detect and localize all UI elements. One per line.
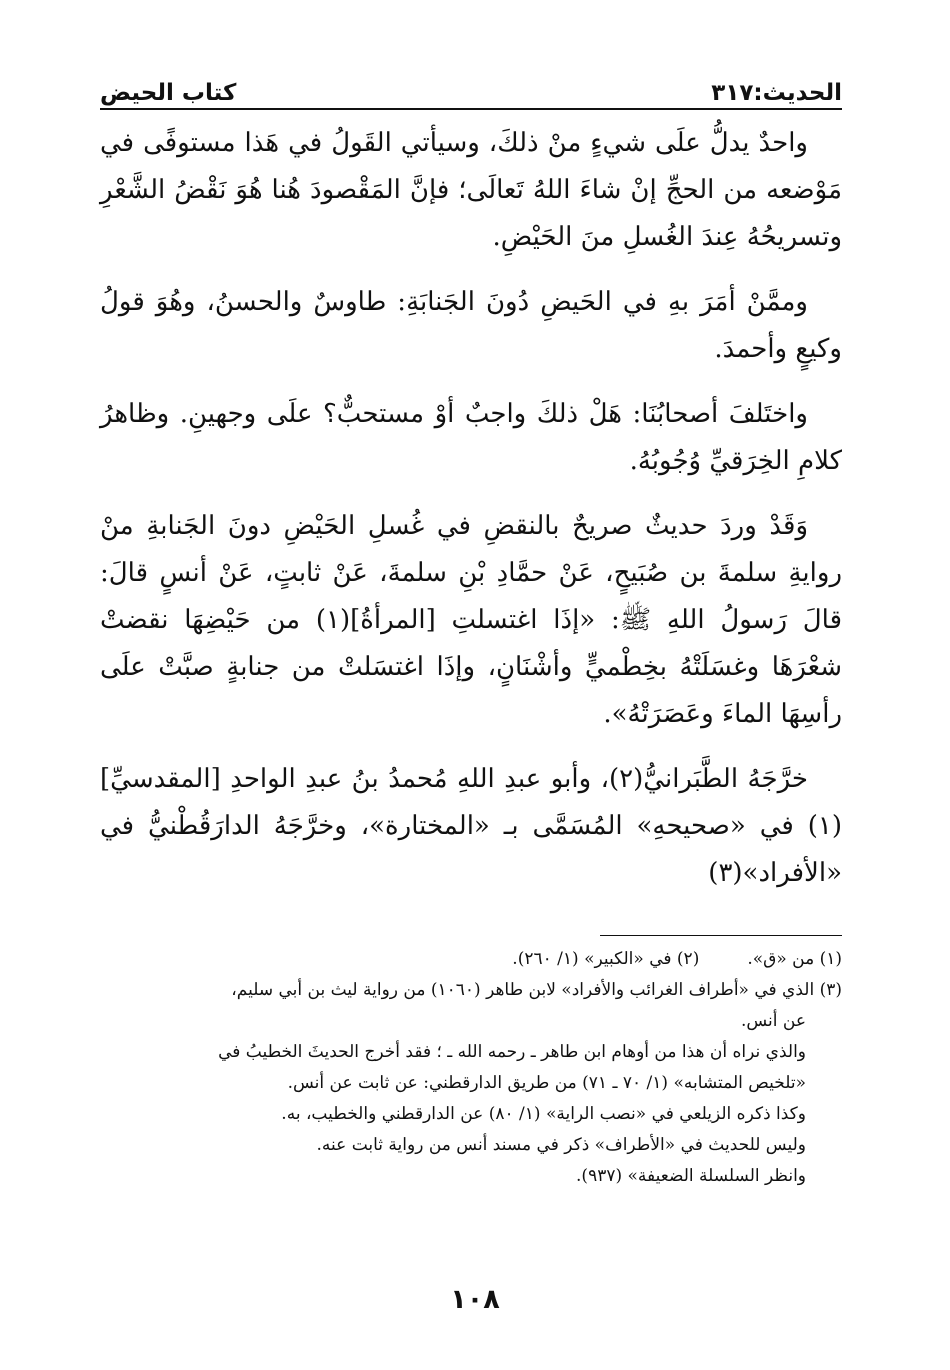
footnote-3-line-1: (٣) الذي في «أطراف الغرائب والأفراد» لابن طاهر (١٠٦٠) من رواية ليث بن أبي سليم، — [231, 980, 842, 1000]
footnote-row-1-2 — [100, 944, 842, 975]
book-title: كتاب الحيض — [100, 80, 237, 106]
footnote-3-line-5: وكذا ذكره الزيلعي في «نصب الراية» (١/ ٨٠) عن الدارقطني والخطيب، به. — [281, 1104, 806, 1124]
paragraph-3: واختَلفَ أصحابُنَا: هَلْ ذلكَ واجبٌ أوْ مستحبٌّ؟ علَى وجهينِ. وظاهرُ كلامِ الخِرَقيِّ وُجُوبُهُ. — [100, 399, 842, 476]
hadith-number-label: الحديث:٣١٧ — [711, 80, 842, 106]
footnote-2: (٢) في «الكبير» (١/ ٢٦٠). — [512, 949, 700, 969]
footnote-divider — [600, 935, 842, 936]
paragraph-4: وَقَدْ وردَ حديثٌ صريحٌ بالنقضِ في غُسلِ الحَيْضِ دونَ الجَنابةِ منْ روايةِ سلمةَ بن صُبَيحٍ، عَنْ حمَّادِ بْنِ سلمةَ، عَنْ ثابتٍ، عَنْ أنسٍ قالَ: قالَ رَسولُ اللهِ ﷺ: «إذَا اغتسلتِ [المرأةُ](١) من حَيْضِهَا نقضتْ شعْرَهَا وغسَلَتْهُ بخِطْميٍّ وأشْنَانٍ، وإذَا اغتسَلتْ من جنابةٍ صبَّتْ علَى رأسِهَا الماءَ وعَصَرَتْهُ». — [100, 511, 842, 729]
paragraph-5: خرَّجَهُ الطَّبَرانيُّ(٢)، وأبو عبدِ اللهِ مُحمدُ بنُ عبدِ الواحدِ [المقدسيِّ](١) في «صحيحهِ» المُسَمَّى بـ «المختارة»، وخرَّجَهُ الدارَقُطْنيُّ في «الأفراد»(٣) — [100, 764, 842, 888]
page-number: ١٠٨ — [450, 1284, 500, 1315]
running-header — [100, 70, 842, 106]
header-divider — [100, 108, 842, 110]
paragraph-1: واحدٌ يدلُّ علَى شيءٍ منْ ذلكَ، وسيأتي القَولُ في هَذا مستوفًى في مَوْضعه من الحجِّ إنْ شاءَ اللهُ تَعالَى؛ فإنَّ المَقْصودَ هُنا هُوَ نَقْضُ الشَّعْرِ وتسريحُهُ عِندَ الغُسلِ منَ الحَيْضِ. — [100, 128, 842, 252]
footnote-3-line-7: وانظر السلسلة الضعيفة» (٩٣٧). — [576, 1166, 806, 1186]
footnotes — [100, 944, 842, 1192]
footnote-3-line-4: «تلخيص المتشابه» (١/ ٧٠ ـ ٧١) من طريق الدارقطني: عن ثابت عن أنس. — [287, 1073, 806, 1093]
footnote-3-line-2: عن أنس. — [740, 1011, 806, 1031]
main-text — [100, 120, 842, 915]
footnote-1: (١) من «ق». — [747, 949, 842, 969]
paragraph-2: وممَّنْ أمَرَ بهِ في الحَيضِ دُونَ الجَنابَةِ: طاوسٌ والحسنُ، وهُوَ قولُ وكيعٍ وأحمدَ. — [100, 287, 842, 364]
footnote-3-line-3: والذي نراه أن هذا من أوهام ابن طاهر ـ رحمه الله ـ ؛ فقد أخرج الحديثَ الخطيبُ في — [218, 1042, 806, 1062]
footnote-3-line-6: وليس للحديث في «الأطراف» ذكر في مسند أنس من رواية ثابت عنه. — [316, 1135, 806, 1155]
